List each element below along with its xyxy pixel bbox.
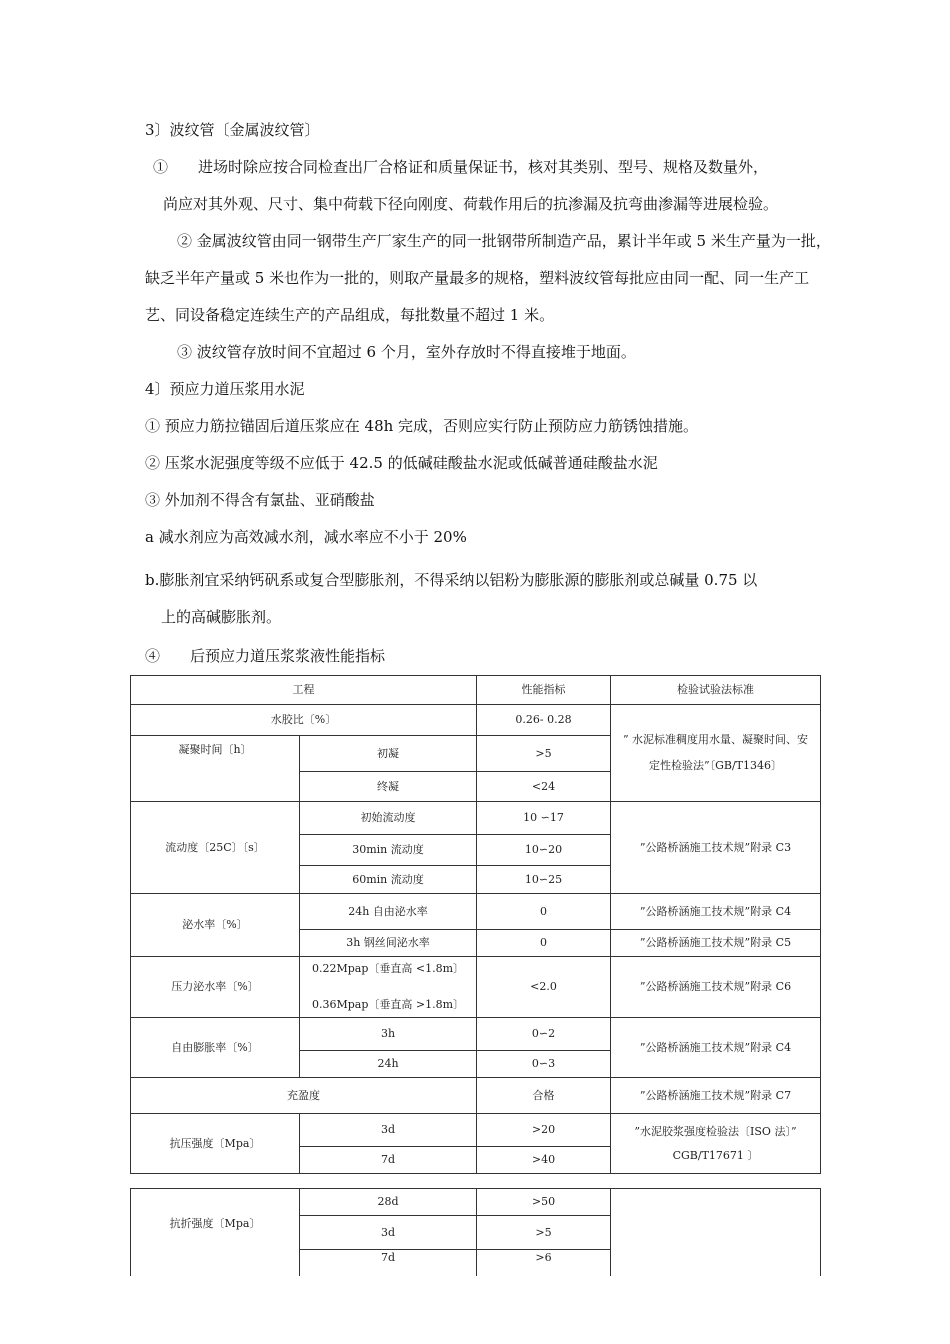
cell-value: >50	[477, 1189, 611, 1216]
cell-value: 0∽2	[477, 1018, 611, 1051]
paragraph-line: ② 金属波纹管由同一钢带生产厂家生产的同一批钢带所制造产品，累计半年或 5 米生产量为一批，	[177, 232, 831, 250]
cell-method: ”公路桥涵施工技术规”附录 C6	[611, 957, 821, 1018]
cell-subitem: 3d	[300, 1114, 477, 1147]
cell-subitem: 3h 钢丝间泌水率	[300, 930, 477, 957]
cell-method: ”公路桥涵施工技术规”附录 C5	[611, 930, 821, 957]
cell-subitem: 24h	[300, 1051, 477, 1078]
cell-item: 流动度〔25C〕〔s〕	[131, 802, 300, 894]
cell-value: 0∽3	[477, 1051, 611, 1078]
cell-value: 0	[477, 930, 611, 957]
cell-value: <2.0	[477, 957, 611, 1018]
table-row	[131, 1189, 821, 1216]
cell-value: >40	[477, 1147, 611, 1174]
cell-subitem	[300, 957, 477, 1018]
table-header-row	[131, 676, 821, 705]
paragraph-line: ① 预应力筋拉锚固后道压浆应在 48h 完成，否则应实行防止预防应力筋锈蚀措施。	[145, 417, 699, 435]
section-4-heading: 4〕预应力道压浆用水泥	[145, 380, 305, 398]
cell-subitem: 28d	[300, 1189, 477, 1216]
cell-subitem: 初凝	[300, 736, 477, 772]
method-line-2: CGB/T17671 〕	[672, 1148, 759, 1162]
paragraph-line: 缺乏半年产量或 5 米也作为一批的，则取产量最多的规格，塑料波纹管每批应由同一配、同一生产工	[145, 269, 810, 287]
paragraph-line: ② 压浆水泥强度等级不应低于 42.5 的低碱硅酸盐水泥或低碱普通硅酸盐水泥	[145, 454, 658, 472]
paragraph-line: ① 进场时除应按合同检查出厂合格证和质量保证书，核对其类别、型号、规格及数量外，	[153, 158, 769, 176]
table-row	[131, 705, 821, 736]
paragraph-line: 艺、同设备稳定连续生产的产品组成，每批数量不超过 1 米。	[145, 306, 555, 324]
paragraph-line: 尚应对其外观、尺寸、集中荷载下径向刚度、荷载作用后的抗渗漏及抗弯曲渗漏等进展检验。	[163, 195, 779, 213]
cell-value: >5	[477, 736, 611, 772]
cell-value: >5	[477, 1216, 611, 1250]
cell-item: 泌水率〔%〕	[131, 894, 300, 957]
pressure-line-2: 0.36Mpap〔垂直高 >1.8m〕	[311, 998, 465, 1011]
cell-method	[611, 1114, 821, 1174]
grout-performance-table	[130, 675, 821, 1174]
cell-value: 合格	[477, 1078, 611, 1114]
cell-value: >20	[477, 1114, 611, 1147]
paragraph-line: ③ 外加剂不得含有氯盐、亚硝酸盐	[145, 491, 375, 509]
cell-value: 10∽20	[477, 835, 611, 866]
header-method: 检验试验法标准	[611, 676, 821, 705]
cell-value: 0.26- 0.28	[477, 705, 611, 736]
cell-subitem: 3h	[300, 1018, 477, 1051]
cell-value: <24	[477, 772, 611, 802]
cell-item: 凝聚时间〔h〕	[131, 736, 300, 802]
table-row	[131, 802, 821, 835]
cell-subitem: 终凝	[300, 772, 477, 802]
paragraph-line: 上的高碱膨胀剂。	[161, 608, 282, 626]
cell-method: ” 水泥标准稠度用水量、凝聚时间、安定性检验法”〔GB/T1346〕	[611, 705, 821, 802]
header-item: 工程	[131, 676, 477, 705]
cell-item: 自由膨胀率〔%〕	[131, 1018, 300, 1078]
cell-subitem: 7d	[300, 1147, 477, 1174]
cell-value: 0	[477, 894, 611, 930]
table-row	[131, 957, 821, 1018]
table-row	[131, 1018, 821, 1051]
table-row	[131, 1114, 821, 1147]
cell-method: ”公路桥涵施工技术规”附录 C4	[611, 894, 821, 930]
table-caption: ④ 后预应力道压浆浆液性能指标	[145, 647, 386, 665]
method-line-1: ”水泥胶浆强度检验法〔ISO 法〕”	[634, 1124, 797, 1138]
cell-subitem: 3d	[300, 1216, 477, 1250]
cell-value: 10∽25	[477, 866, 611, 894]
cell-subitem: 30min 流动度	[300, 835, 477, 866]
cell-item-empty	[131, 1189, 300, 1216]
cell-item: 压力泌水率〔%〕	[131, 957, 300, 1018]
cell-method: ”公路桥涵施工技术规”附录 C4	[611, 1018, 821, 1078]
section-3-heading: 3〕波纹管〔金属波纹管〕	[145, 121, 320, 139]
paragraph-line: b.膨胀剂宜采纳钙矾系或复合型膨胀剂，不得采纳以铝粉为膨胀源的膨胀剂或总碱量 0.75 以	[145, 571, 758, 589]
cell-method: ”公路桥涵施工技术规”附录 C3	[611, 802, 821, 894]
paragraph-line: a 减水剂应为高效减水剂，减水率应不小于 20%	[145, 528, 467, 546]
cell-item: 水胶比〔%〕	[131, 705, 477, 736]
table-row	[131, 894, 821, 930]
cell-subitem: 60min 流动度	[300, 866, 477, 894]
cell-subitem: 24h 自由泌水率	[300, 894, 477, 930]
paragraph-line: ③ 波纹管存放时间不宜超过 6 个月，室外存放时不得直接堆于地面。	[177, 343, 636, 361]
strength-table-continued	[130, 1188, 821, 1276]
table-row	[131, 1078, 821, 1114]
pressure-line-1: 0.22Mpap〔垂直高 <1.8m〕	[311, 962, 465, 975]
cell-item: 充盈度	[131, 1078, 477, 1114]
header-index: 性能指标	[477, 676, 611, 705]
cell-item: 抗折强度〔Mpa〕	[131, 1216, 300, 1276]
cell-item: 抗压强度〔Mpa〕	[131, 1114, 300, 1174]
cell-value: 10 ∽17	[477, 802, 611, 835]
cell-subitem: 初始流动度	[300, 802, 477, 835]
cell-method-empty	[611, 1189, 821, 1276]
cell-method: ”公路桥涵施工技术规”附录 C7	[611, 1078, 821, 1114]
cell-subitem: 7d	[300, 1250, 477, 1276]
cell-value: >6	[477, 1250, 611, 1276]
